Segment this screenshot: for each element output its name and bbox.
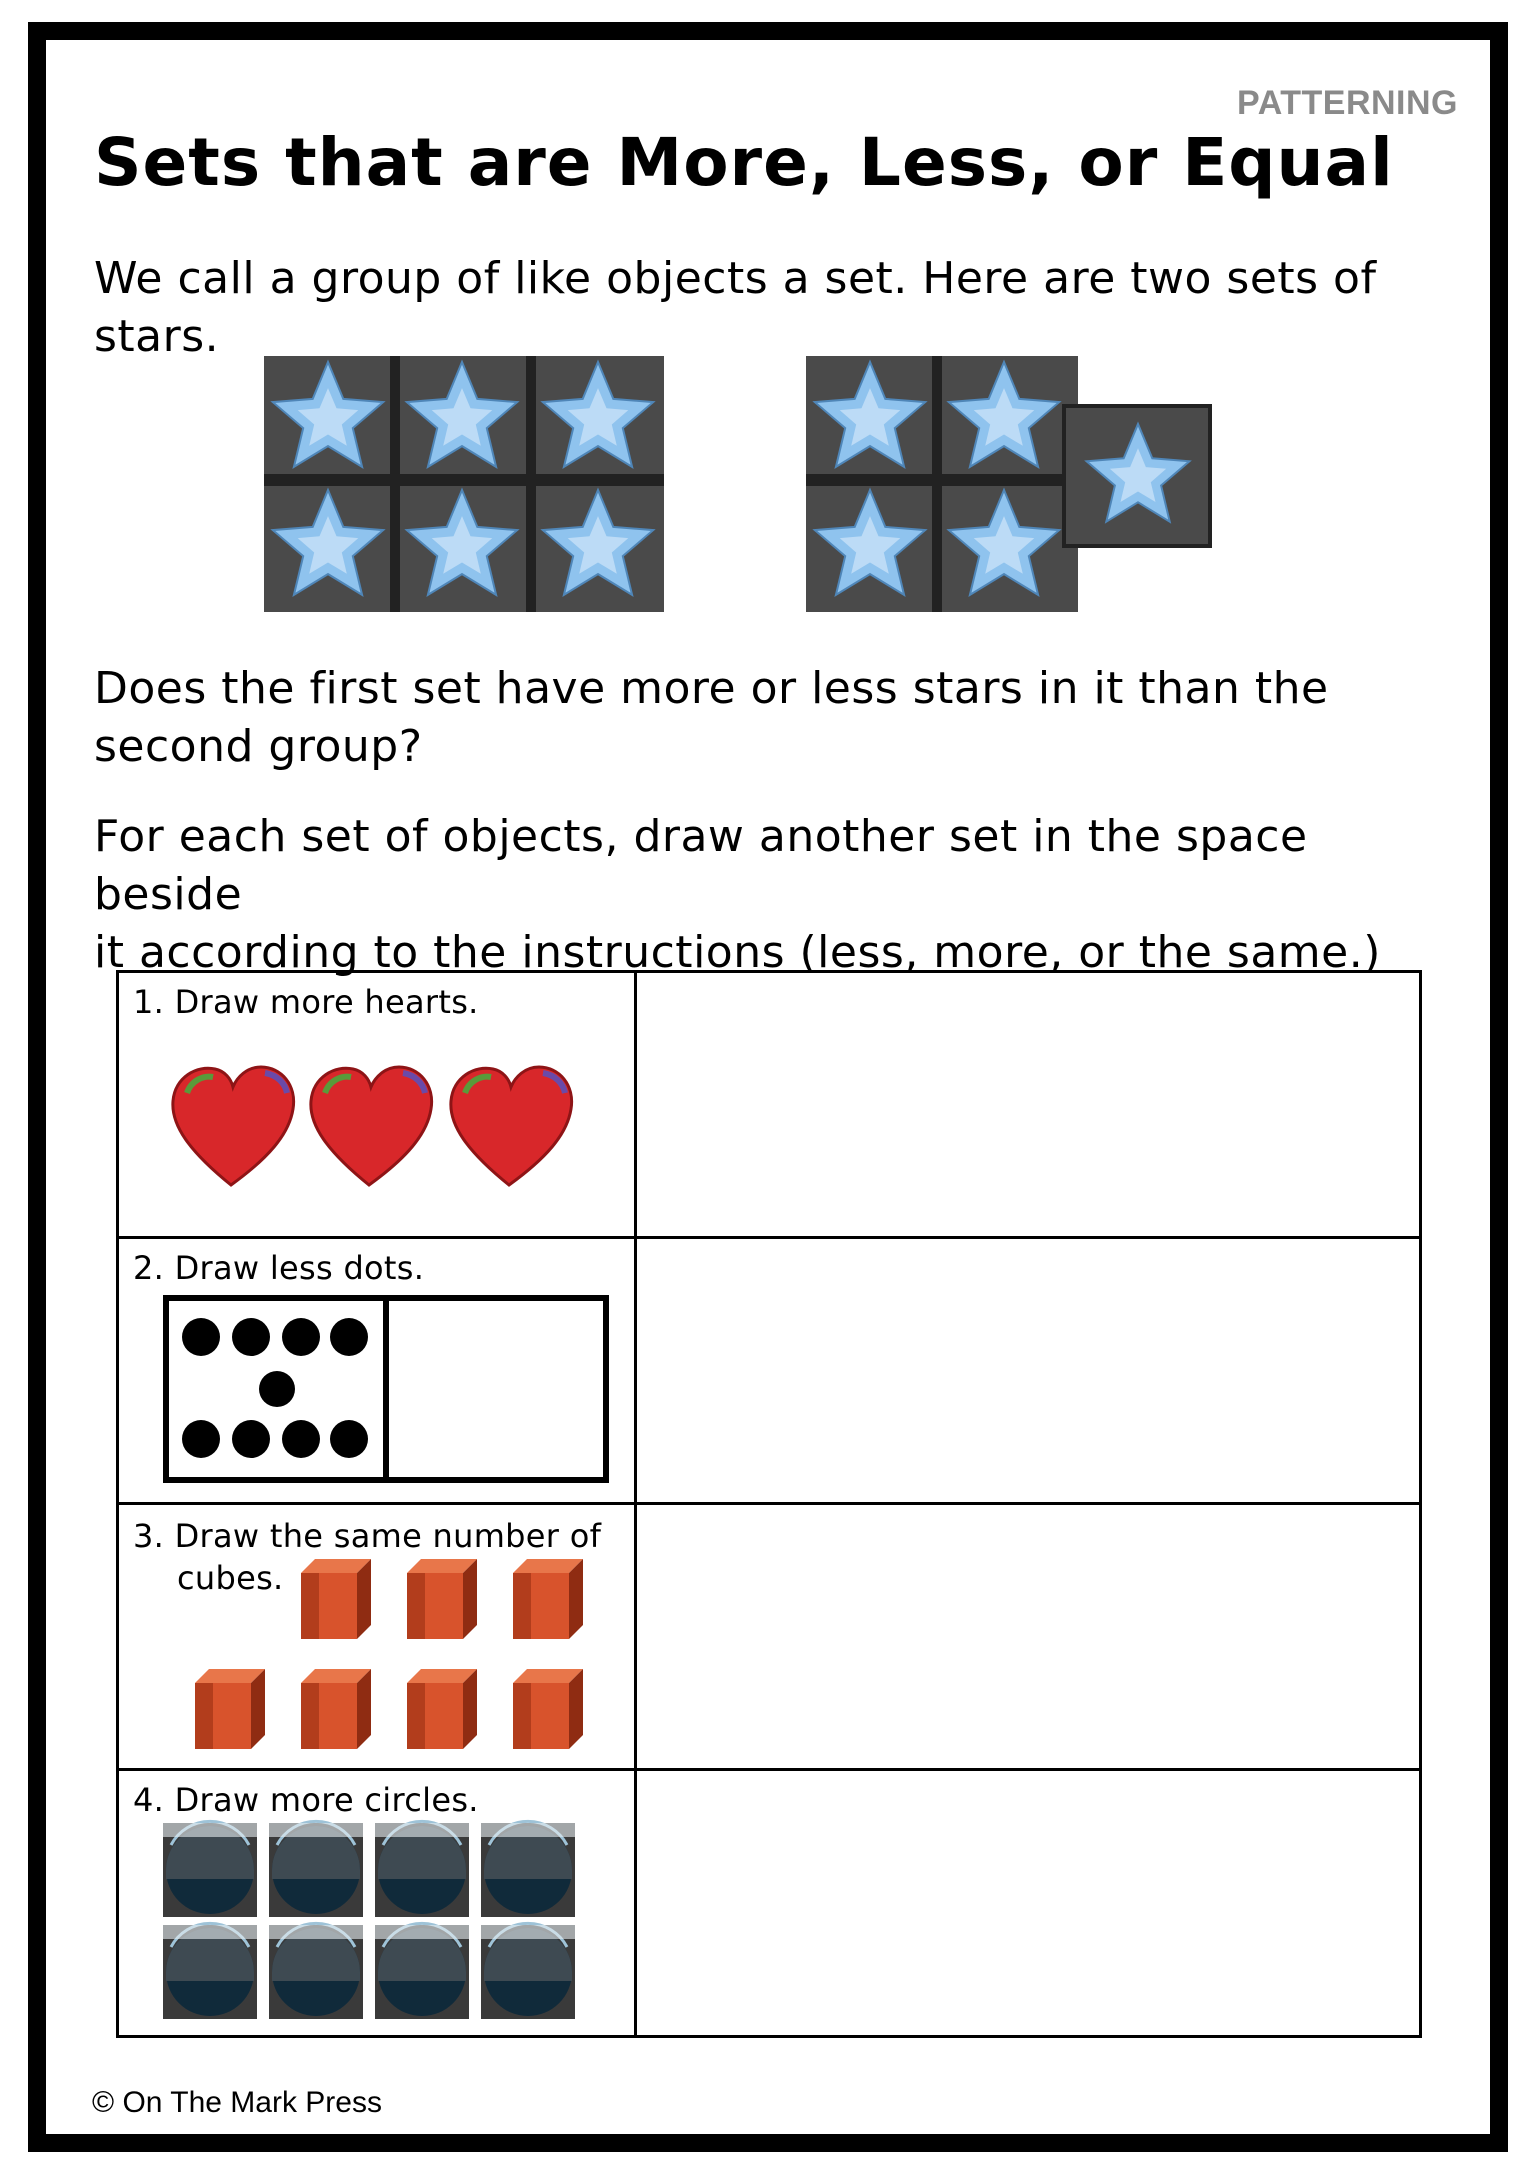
drawing-area[interactable]: [637, 973, 1419, 1236]
task-label: 4. Draw more circles.: [133, 1781, 479, 1819]
circle-icon: [375, 1821, 469, 1917]
cube-icon: [513, 1669, 583, 1749]
task-prompt-cell: [119, 1505, 637, 1768]
heart-icon: [311, 1067, 432, 1185]
instructions-line-1: For each set of objects, draw another set in the space beside: [94, 811, 1308, 920]
dot: [282, 1420, 320, 1458]
dot: [259, 1371, 295, 1407]
dot: [232, 1420, 270, 1458]
cube-icon: [195, 1669, 265, 1749]
question-paragraph: [94, 660, 1454, 776]
question-line-2: second group?: [94, 721, 423, 772]
dot: [232, 1318, 270, 1356]
drawing-area[interactable]: [637, 1771, 1419, 2035]
intro-paragraph: [94, 250, 1454, 366]
heart-icon: [173, 1067, 294, 1185]
page-title: Sets that are More, Less, or Equal: [94, 124, 1394, 201]
cube-icon: [407, 1559, 477, 1639]
table-row: [119, 1239, 1419, 1505]
worksheet-table: [116, 970, 1422, 2038]
question-line-1: Does the first set have more or less stars in it than the: [94, 663, 1329, 714]
cube-icon: [301, 1669, 371, 1749]
circle-icon: [481, 1821, 575, 1917]
circle-icon: [269, 1821, 363, 1917]
hearts-group: [169, 1063, 589, 1193]
table-row: [119, 973, 1419, 1239]
task-label-line-2: cubes.: [177, 1559, 284, 1597]
task-label-line-1: 3. Draw the same number of: [133, 1517, 602, 1555]
dot: [282, 1318, 320, 1356]
intro-line-2: stars.: [94, 311, 220, 362]
cube-icon: [407, 1669, 477, 1749]
task-prompt-cell: [119, 1771, 637, 2035]
circles-group: [163, 1823, 583, 2023]
cubes-group: [189, 1559, 619, 1759]
circle-icon: [481, 1923, 575, 2019]
cube-icon: [301, 1559, 371, 1639]
dot: [182, 1420, 220, 1458]
copyright-footer: © On The Mark Press: [92, 2086, 382, 2119]
star-set-first: [264, 356, 664, 612]
circle-icon: [269, 1923, 363, 2019]
dot: [182, 1318, 220, 1356]
star-set-second: [806, 356, 1210, 612]
table-row: [119, 1505, 1419, 1771]
intro-line-1: We call a group of like objects a set. Here are two sets of: [94, 253, 1377, 304]
task-label: 2. Draw less dots.: [133, 1249, 425, 1287]
drawing-area[interactable]: [637, 1505, 1419, 1768]
circle-icon: [163, 1821, 257, 1917]
circle-icon: [163, 1923, 257, 2019]
circle-icon: [375, 1923, 469, 2019]
task-prompt-cell: [119, 973, 637, 1236]
drawing-area[interactable]: [637, 1239, 1419, 1502]
cube-icon: [513, 1559, 583, 1639]
instructions-line-2: it according to the instructions (less, more, or the same.): [94, 927, 1381, 978]
dot: [330, 1318, 368, 1356]
instructions-paragraph: [94, 808, 1454, 982]
dot: [330, 1420, 368, 1458]
table-row: [119, 1771, 1419, 2035]
section-tag: PATTERNING: [1237, 84, 1458, 122]
task-prompt-cell: [119, 1239, 637, 1502]
ten-frame: [163, 1295, 609, 1483]
task-label: 1. Draw more hearts.: [133, 983, 479, 1021]
heart-icon: [451, 1067, 572, 1185]
